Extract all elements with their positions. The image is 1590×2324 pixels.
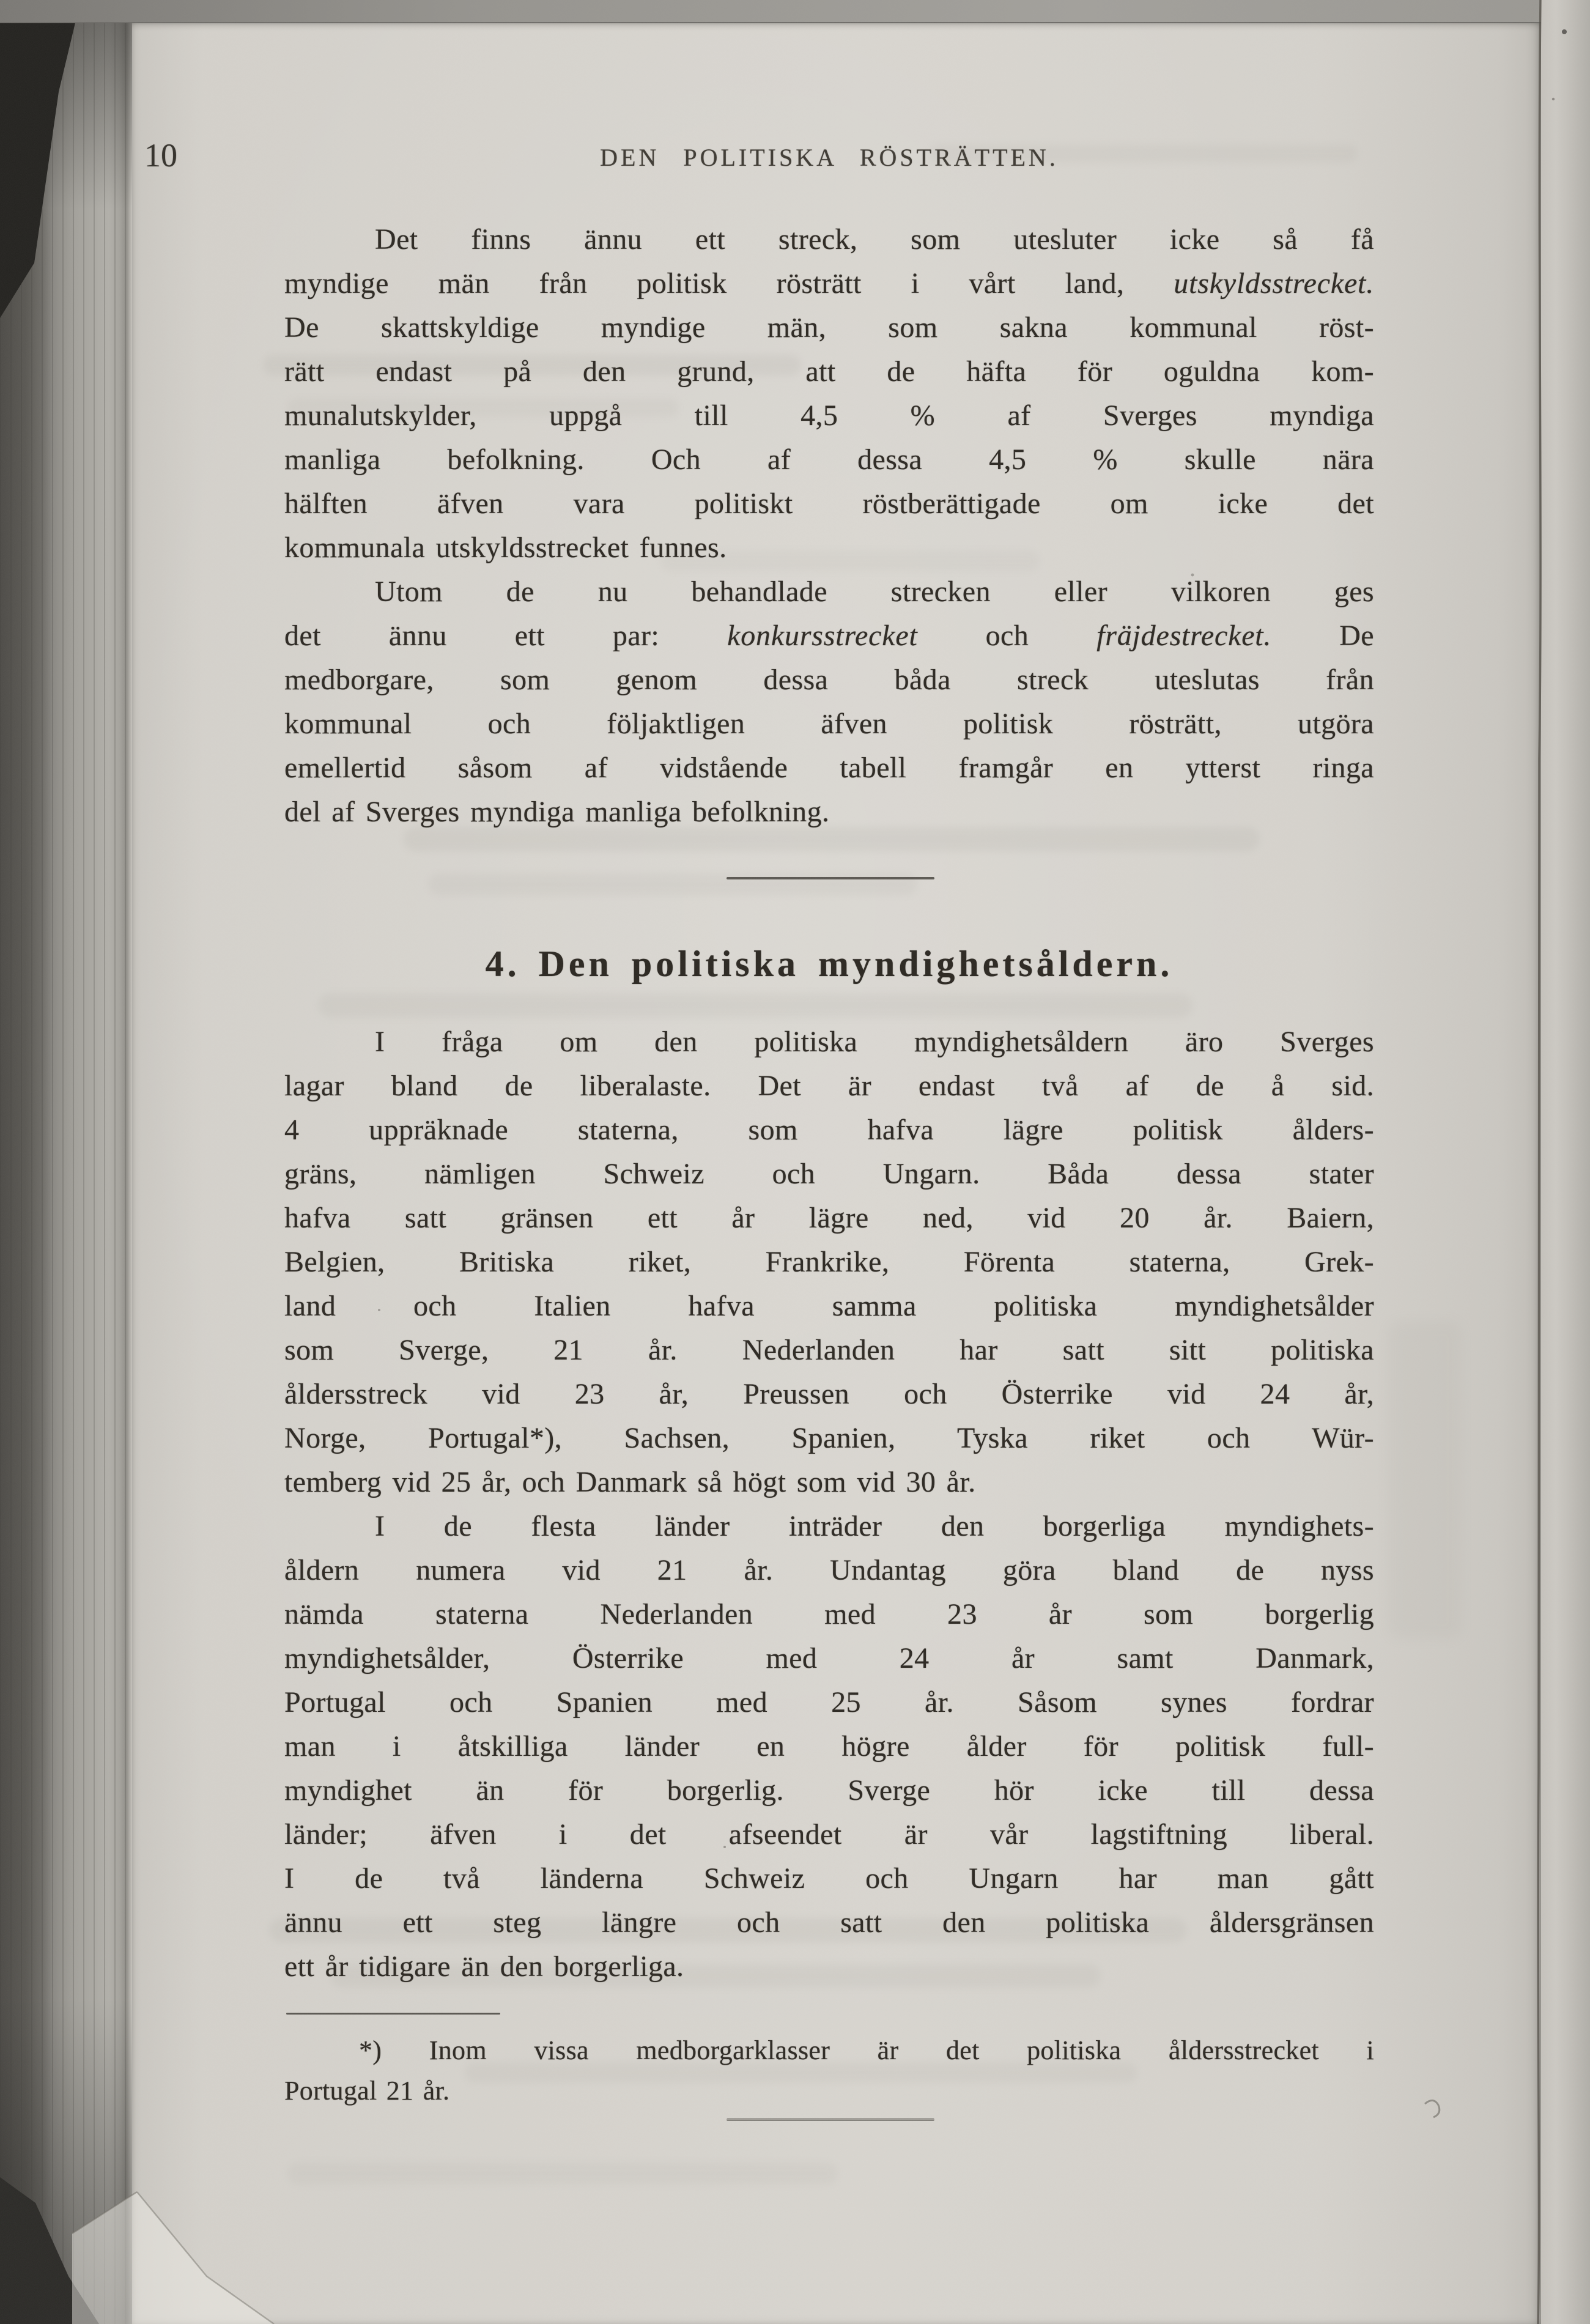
- text-line: [284, 570, 1374, 614]
- text-line: [284, 2071, 1374, 2111]
- text-line: [284, 1416, 1374, 1460]
- text-line: [284, 702, 1374, 746]
- text-line: [284, 1328, 1374, 1372]
- text-segment: som Sverge, 21 år. Nederlanden har satt sitt politiska: [284, 1334, 1374, 1366]
- text-segment: I de flesta länder inträder den borgerliga myndighets-: [375, 1510, 1374, 1542]
- text-line: [284, 218, 1374, 262]
- text-line: [284, 746, 1374, 790]
- text-segment: åldersstreck vid 23 år, Preussen och Österrike vid 24 år,: [284, 1378, 1374, 1410]
- text-segment: gräns, nämligen Schweiz och Ungarn. Båda dessa stater: [284, 1158, 1374, 1190]
- text-segment: land och Italien hafva samma politiska myndighetsålder: [284, 1290, 1374, 1322]
- italic-term: utskyldsstrecket.: [1174, 267, 1374, 300]
- text-line: [284, 1813, 1374, 1857]
- paragraph: [284, 218, 1374, 570]
- text-segment: 4 uppräknade staterna, som hafva lägre politisk ålders-: [284, 1114, 1374, 1146]
- paragraph: [284, 570, 1374, 834]
- text-line: [284, 658, 1374, 702]
- text-segment: Portugal och Spanien med 25 år. Såsom synes fordrar: [284, 1686, 1374, 1719]
- text-segment: Norge, Portugal*), Sachsen, Spanien, Tyska riket och Wür-: [284, 1422, 1374, 1454]
- text-segment: man i åtskilliga länder en högre ålder för politisk full-: [284, 1730, 1374, 1763]
- text-segment: hälften äfven vara politiskt röstberättigade om icke det: [284, 487, 1374, 520]
- text-segment: emellertid såsom af vidstående tabell framgår en ytterst ringa: [284, 752, 1374, 784]
- text-line: [284, 1769, 1374, 1813]
- text-line: [284, 2030, 1374, 2071]
- text-line: [284, 1108, 1374, 1152]
- text-line: [284, 482, 1374, 526]
- text-segment: ett år tidigare än den borgerliga.: [284, 1950, 684, 1983]
- text-segment: och: [917, 620, 1097, 652]
- text-line: [284, 1725, 1374, 1769]
- text-line: [284, 1020, 1374, 1064]
- text-segment: De skattskyldige myndige män, som sakna kommunal röst-: [284, 311, 1374, 344]
- text-segment: *) Inom vissa medborgarklasser är det politiska åldersstrecket i: [359, 2035, 1374, 2065]
- text-line: [284, 790, 1374, 834]
- text-segment: De: [1271, 620, 1375, 652]
- text-segment: åldern numera vid 21 år. Undantag göra bland de nyss: [284, 1554, 1374, 1586]
- text-segment: Utom de nu behandlade strecken eller vilkoren ges: [375, 575, 1374, 608]
- text-line: [284, 1593, 1374, 1637]
- text-segment: kommunal och följaktligen äfven politisk rösträtt, utgöra: [284, 708, 1374, 740]
- text-segment: munalutskylder, uppgå till 4,5 % af Sverges myndiga: [284, 399, 1374, 432]
- text-segment: rätt endast på den grund, att de häfta för oguldna kom-: [284, 355, 1374, 388]
- footnote-rule: [286, 2013, 500, 2015]
- text-segment: myndighet än för borgerlig. Sverge hör icke till dessa: [284, 1774, 1374, 1807]
- text-line: [284, 1460, 1374, 1504]
- text-line: [284, 1504, 1374, 1549]
- text-segment: Portugal 21 år.: [284, 2076, 450, 2106]
- text-line: [284, 526, 1374, 570]
- text-line: [284, 1637, 1374, 1681]
- text-line: [284, 1152, 1374, 1196]
- text-segment: hafva satt gränsen ett år lägre ned, vid 20 år. Baiern,: [284, 1202, 1374, 1234]
- running-header: DEN POLITISKA RÖSTRÄTTEN.: [600, 144, 1059, 171]
- text-segment: medborgare, som genom dessa båda streck uteslutas från: [284, 664, 1374, 696]
- text-segment: Belgien, Britiska riket, Frankrike, Förenta staterna, Grek-: [284, 1246, 1374, 1278]
- text-line: [284, 614, 1374, 658]
- end-divider-rule: [727, 2119, 934, 2121]
- text-line: [284, 1240, 1374, 1284]
- text-line: [284, 1372, 1374, 1416]
- text-segment: länder; äfven i det afseendet är vår lagstiftning liberal.: [284, 1818, 1374, 1851]
- text-line: [284, 1064, 1374, 1108]
- text-line: [284, 1284, 1374, 1328]
- text-line: [284, 438, 1374, 482]
- italic-term: konkursstrecket: [727, 620, 918, 652]
- paragraph: [284, 1504, 1374, 1989]
- text-line: [284, 1196, 1374, 1240]
- text-line: [284, 262, 1374, 306]
- text-segment: temberg vid 25 år, och Danmark så högt som vid 30 år.: [284, 1466, 976, 1498]
- paragraph: [284, 1020, 1374, 1504]
- text-segment: I de två länderna Schweiz och Ungarn har man gått: [284, 1862, 1374, 1895]
- text-line: [284, 1549, 1374, 1593]
- text-line: [284, 394, 1374, 438]
- text-line: [284, 1945, 1374, 1989]
- section-divider-rule: [727, 877, 934, 879]
- text-segment: Det finns ännu ett streck, som utesluter icke så få: [375, 223, 1374, 256]
- text-segment: kommunala utskyldsstrecket funnes.: [284, 531, 727, 564]
- section-heading: [284, 941, 1374, 987]
- footnote-text: [284, 2030, 1374, 2111]
- text-line: [284, 1857, 1374, 1901]
- text-line: [284, 306, 1374, 350]
- text-segment: manliga befolkning. Och af dessa 4,5 % skulle nära: [284, 443, 1374, 476]
- section-number: 4.: [485, 944, 520, 984]
- text-line: [284, 1681, 1374, 1725]
- text-segment: I fråga om den politiska myndighetsåldern äro Sverges: [375, 1026, 1374, 1058]
- text-segment: del af Sverges myndiga manliga befolkning.: [284, 796, 830, 828]
- text-segment: det ännu ett par:: [284, 620, 728, 652]
- italic-term: fräjdestrecket.: [1096, 620, 1272, 652]
- section-title: Den politiska myndighetsåldern.: [538, 944, 1174, 984]
- text-segment: nämda staterna Nederlanden med 23 år som borgerlig: [284, 1598, 1374, 1630]
- page-number: 10: [144, 137, 177, 174]
- text-segment: myndige män från politisk rösträtt i vårt land,: [284, 267, 1174, 300]
- text-segment: ännu ett steg längre och satt den politiska åldersgränsen: [284, 1906, 1374, 1939]
- text-line: [284, 350, 1374, 394]
- text-line: [284, 1901, 1374, 1945]
- text-segment: myndighetsålder, Österrike med 24 år samt Danmark,: [284, 1642, 1374, 1675]
- text-segment: lagar bland de liberalaste. Det är endast två af de å sid.: [284, 1070, 1374, 1102]
